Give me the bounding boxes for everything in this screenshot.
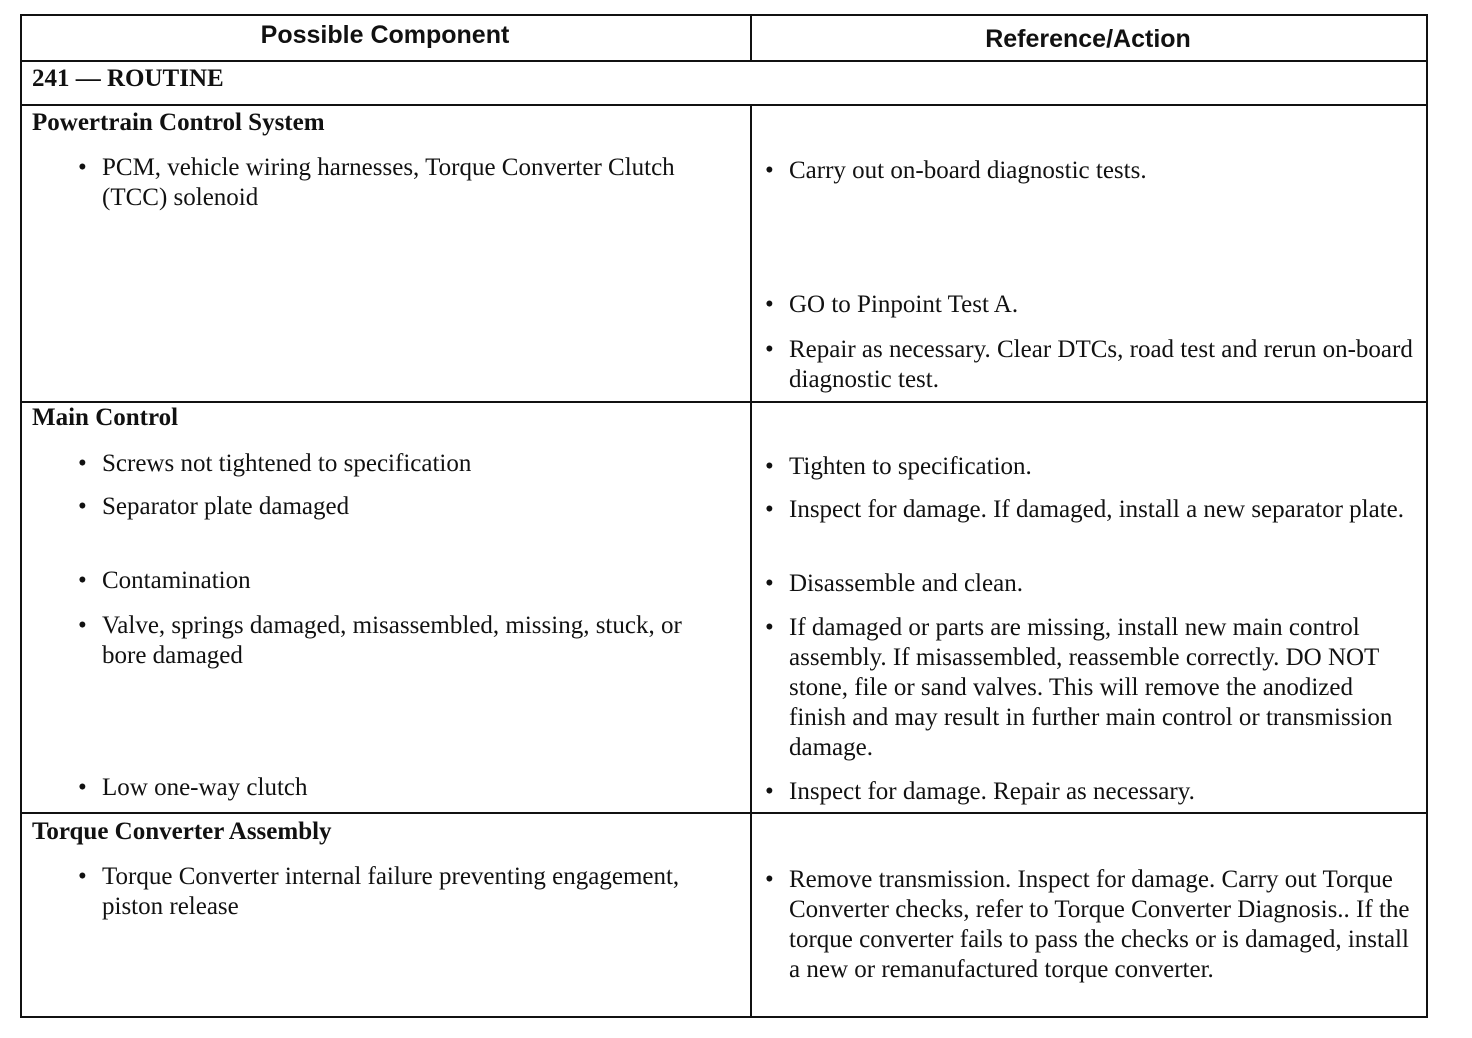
action-item xyxy=(765,495,1415,525)
section-title: Main Control xyxy=(32,404,179,431)
component-item xyxy=(78,153,708,213)
action-text: Carry out on-board diagnostic tests. xyxy=(789,157,1147,184)
component-item xyxy=(78,862,708,922)
action-item xyxy=(765,452,1415,482)
bullet-icon: • xyxy=(765,336,774,363)
bullet-icon: • xyxy=(765,570,774,597)
section-title: Powertrain Control System xyxy=(32,109,325,136)
component-text: Valve, springs damaged, misassembled, missing, stuck, or bore damaged xyxy=(102,612,682,669)
action-item xyxy=(765,613,1415,763)
action-text: Repair as necessary. Clear DTCs, road test and rerun on-board diagnostic test. xyxy=(789,336,1413,393)
bullet-icon: • xyxy=(765,866,774,893)
component-text: Torque Converter internal failure preventing engagement, piston release xyxy=(102,863,680,920)
action-text: If damaged or parts are missing, install new main control assembly. If misassembled, reassemble correctly. DO NOT stone, file or sand valves. This will remove the anodized finish and may result in further main control or transmission damage. xyxy=(789,614,1393,761)
action-text: Inspect for damage. If damaged, install a new separator plate. xyxy=(789,496,1405,523)
bullet-icon: • xyxy=(765,614,774,641)
action-text: Remove transmission. Inspect for damage. Carry out Torque Converter checks, refer to Torque Converter Diagnosis.. If the torque converter fails to pass the checks or is damaged, install a new or remanufactured torque converter. xyxy=(789,866,1410,983)
bullet-icon: • xyxy=(78,612,87,639)
bullet-icon: • xyxy=(78,493,87,520)
action-text: Disassemble and clean. xyxy=(789,570,1023,597)
action-text: Tighten to specification. xyxy=(789,453,1032,480)
bullet-icon: • xyxy=(78,774,87,801)
bullet-icon: • xyxy=(78,567,87,594)
bullet-icon: • xyxy=(765,453,774,480)
bullet-icon: • xyxy=(78,154,87,181)
component-item xyxy=(78,449,708,479)
column-divider-body xyxy=(750,104,752,1016)
action-item xyxy=(765,156,1415,186)
component-text: Low one-way clutch xyxy=(102,774,308,801)
bullet-icon: • xyxy=(78,863,87,890)
action-item xyxy=(765,290,1415,320)
section-title: Torque Converter Assembly xyxy=(32,818,332,845)
action-item xyxy=(765,865,1415,985)
component-text: Screws not tightened to specification xyxy=(102,450,472,477)
action-item xyxy=(765,335,1415,395)
header-divider xyxy=(22,60,1426,62)
action-text: Inspect for damage. Repair as necessary. xyxy=(789,778,1195,805)
component-text: Contamination xyxy=(102,567,251,594)
component-text: Separator plate damaged xyxy=(102,493,350,520)
bullet-icon: • xyxy=(765,291,774,318)
bullet-icon: • xyxy=(78,450,87,477)
column-header-action: Reference/Action xyxy=(985,25,1191,53)
component-item xyxy=(78,773,708,803)
bullet-icon: • xyxy=(765,157,774,184)
component-text: PCM, vehicle wiring harnesses, Torque Converter Clutch (TCC) solenoid xyxy=(102,154,675,211)
component-item xyxy=(78,566,708,596)
component-item xyxy=(78,611,708,671)
section-divider-2 xyxy=(22,812,1426,814)
rule-title: 241 — ROUTINE xyxy=(32,65,224,92)
column-header-component: Possible Component xyxy=(260,21,510,49)
action-item xyxy=(765,777,1415,807)
component-item xyxy=(78,492,708,522)
rule-title-divider xyxy=(22,104,1426,106)
section-divider-1 xyxy=(22,401,1426,403)
action-item xyxy=(765,569,1415,599)
bullet-icon: • xyxy=(765,496,774,523)
action-text: GO to Pinpoint Test A. xyxy=(789,291,1019,318)
bullet-icon: • xyxy=(765,778,774,805)
